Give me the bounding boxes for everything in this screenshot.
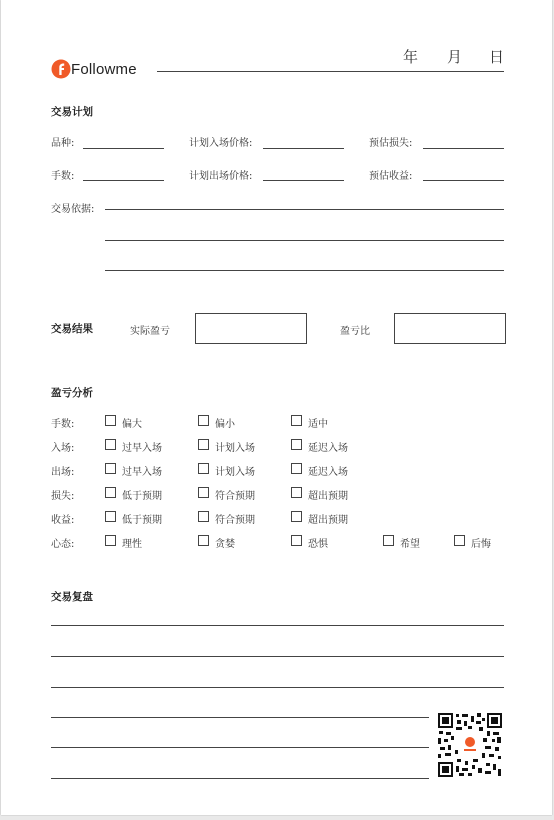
checkbox-loss-above[interactable] (291, 487, 302, 498)
estimated-loss-field[interactable] (423, 148, 504, 149)
option-label: 偏大 (122, 419, 142, 430)
planned-entry-field[interactable] (263, 148, 344, 149)
estimated-profit-label: 预估收益: (369, 171, 413, 182)
date-month: 月 (447, 48, 463, 66)
planned-exit-field[interactable] (263, 180, 344, 181)
pnl-ratio-label: 盈亏比 (340, 326, 370, 337)
option-label: 过早入场 (122, 443, 162, 454)
option-label: 低于预期 (122, 491, 162, 502)
date-year: 年 (403, 48, 419, 66)
checkbox-profit-above[interactable] (291, 511, 302, 522)
estimated-loss-label: 预估损失: (369, 138, 413, 149)
checkbox-lots-moderate[interactable] (291, 415, 302, 426)
analysis-row-label-entry: 入场: (51, 443, 75, 454)
option-label: 后悔 (471, 539, 491, 550)
actual-pnl-label: 实际盈亏 (130, 326, 170, 337)
review-title: 交易复盘 (51, 591, 93, 603)
analysis-row-label-exit: 出场: (51, 467, 75, 478)
checkbox-mindset-greed[interactable] (198, 535, 209, 546)
checkbox-exit-planned[interactable] (198, 463, 209, 474)
review-line-5[interactable] (51, 747, 429, 748)
option-label: 延迟入场 (308, 443, 348, 454)
option-label: 偏小 (215, 419, 235, 430)
option-label: 希望 (400, 539, 420, 550)
followme-logo-icon (51, 59, 71, 79)
estimated-profit-field[interactable] (423, 180, 504, 181)
option-label: 适中 (308, 419, 328, 430)
checkbox-loss-below[interactable] (105, 487, 116, 498)
checkbox-entry-planned[interactable] (198, 439, 209, 450)
actual-pnl-box[interactable] (195, 313, 307, 344)
basis-line-2[interactable] (105, 240, 504, 241)
brand-name: Followme (71, 61, 137, 78)
analysis-title: 盈亏分析 (51, 387, 93, 399)
option-label: 超出预期 (308, 515, 348, 526)
checkbox-entry-late[interactable] (291, 439, 302, 450)
option-label: 过早入场 (122, 467, 162, 478)
option-label: 延迟入场 (308, 467, 348, 478)
trade-journal-page (1, 0, 552, 815)
basis-line-3[interactable] (105, 270, 504, 271)
review-line-2[interactable] (51, 656, 504, 657)
date-day: 日 (489, 48, 505, 66)
instrument-label: 品种: (51, 138, 75, 149)
lots-field[interactable] (83, 180, 164, 181)
option-label: 贪婪 (215, 539, 235, 550)
qr-code-icon (437, 712, 503, 778)
review-line-3[interactable] (51, 687, 504, 688)
option-label: 低于预期 (122, 515, 162, 526)
option-label: 理性 (122, 539, 142, 550)
option-label: 计划入场 (215, 467, 255, 478)
basis-label: 交易依据: (51, 204, 95, 215)
result-title: 交易结果 (51, 323, 93, 335)
lots-label: 手数: (51, 171, 75, 182)
pnl-ratio-box[interactable] (394, 313, 506, 344)
basis-line-1[interactable] (105, 209, 504, 210)
checkbox-exit-early[interactable] (105, 463, 116, 474)
checkbox-mindset-rational[interactable] (105, 535, 116, 546)
checkbox-profit-as-expected[interactable] (198, 511, 209, 522)
option-label: 符合预期 (215, 515, 255, 526)
option-label: 恐惧 (308, 539, 328, 550)
checkbox-loss-as-expected[interactable] (198, 487, 209, 498)
review-line-6[interactable] (51, 778, 429, 779)
analysis-row-label-lots: 手数: (51, 419, 75, 430)
analysis-row-label-profit: 收益: (51, 515, 75, 526)
analysis-row-label-mindset: 心态: (51, 539, 75, 550)
checkbox-mindset-regret[interactable] (454, 535, 465, 546)
option-label: 超出预期 (308, 491, 348, 502)
analysis-row-label-loss: 损失: (51, 491, 75, 502)
option-label: 计划入场 (215, 443, 255, 454)
review-line-4[interactable] (51, 717, 429, 718)
instrument-field[interactable] (83, 148, 164, 149)
checkbox-mindset-hope[interactable] (383, 535, 394, 546)
checkbox-profit-below[interactable] (105, 511, 116, 522)
plan-title: 交易计划 (51, 106, 93, 118)
checkbox-exit-late[interactable] (291, 463, 302, 474)
checkbox-lots-small[interactable] (198, 415, 209, 426)
review-line-1[interactable] (51, 625, 504, 626)
checkbox-lots-large[interactable] (105, 415, 116, 426)
checkbox-entry-early[interactable] (105, 439, 116, 450)
planned-exit-label: 计划出场价格: (189, 171, 253, 182)
header-rule (157, 71, 504, 72)
option-label: 符合预期 (215, 491, 255, 502)
planned-entry-label: 计划入场价格: (189, 138, 253, 149)
checkbox-mindset-fear[interactable] (291, 535, 302, 546)
